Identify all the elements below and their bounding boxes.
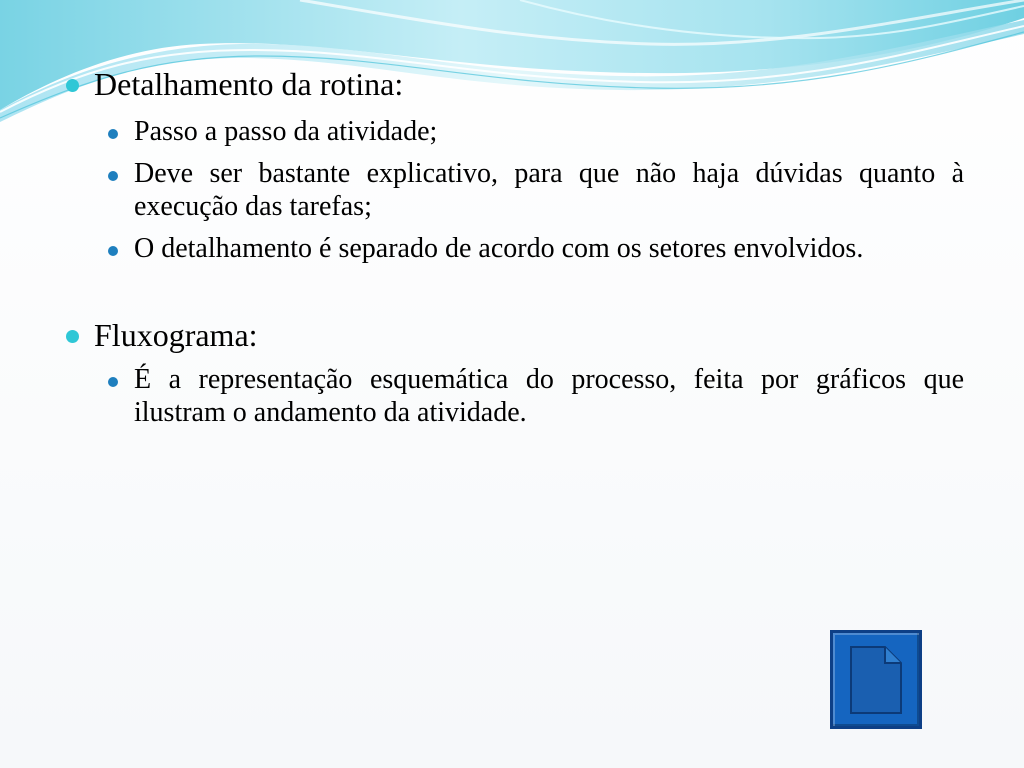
- section-heading-text: Detalhamento da rotina:: [94, 66, 404, 102]
- document-icon: [849, 645, 903, 715]
- list-item: [134, 232, 964, 266]
- bullet-icon: [66, 79, 79, 92]
- list-item: [134, 157, 964, 224]
- list-item: [134, 363, 964, 430]
- bullet-icon: [108, 171, 118, 181]
- bullet-icon: [108, 377, 118, 387]
- list-item-text: É a representação esquemática do processo, feita por gráficos que ilustram o andamento da atividade.: [134, 363, 964, 429]
- section-fluxograma: [62, 317, 964, 429]
- bullet-icon: [66, 330, 79, 343]
- section-heading: [62, 66, 964, 103]
- list-item: [134, 115, 964, 149]
- document-action-button[interactable]: [830, 630, 922, 729]
- section-detalhamento: [62, 66, 964, 265]
- list-item-text: O detalhamento é separado de acordo com os setores envolvidos.: [134, 232, 864, 264]
- bullet-icon: [108, 129, 118, 139]
- list-item-text: Passo a passo da atividade;: [134, 116, 438, 148]
- section-heading-text: Fluxograma:: [94, 317, 258, 354]
- list-item-text: Deve ser bastante explicativo, para que não haja dúvidas quanto à execução das tarefas;: [134, 157, 964, 223]
- section-heading: [62, 317, 964, 354]
- bullet-icon: [108, 246, 118, 256]
- slide-content: [62, 66, 964, 430]
